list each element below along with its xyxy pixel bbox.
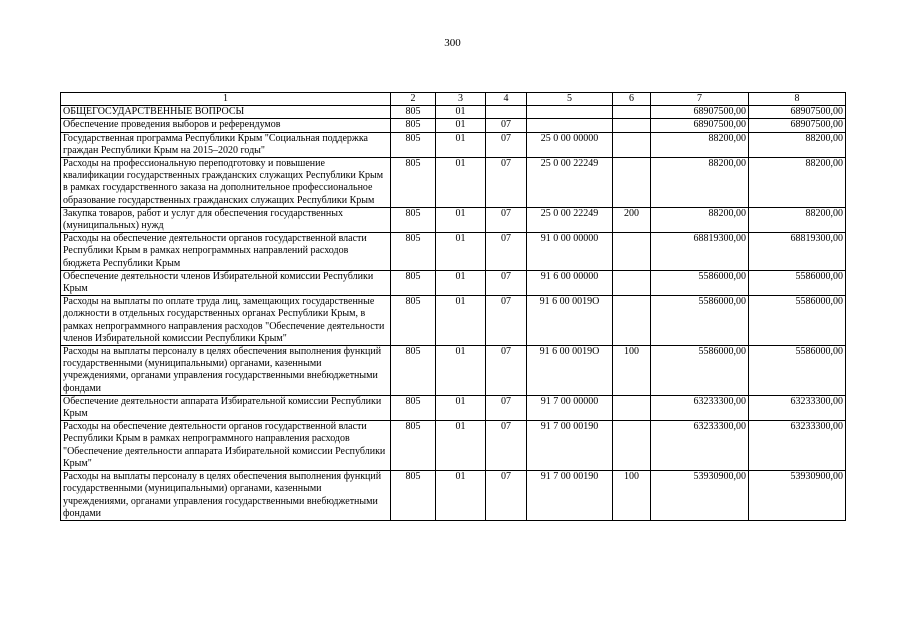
row-amount-cell: 63233300,00	[749, 421, 846, 471]
row-amount-cell: 63233300,00	[651, 421, 749, 471]
row-code-rz-cell: 805	[391, 270, 436, 295]
row-amount-cell: 88200,00	[749, 207, 846, 232]
row-amount-cell: 88200,00	[651, 207, 749, 232]
row-code-pr-cell: 01	[436, 207, 486, 232]
row-name-cell: Расходы на обеспечение деятельности органов государственной власти Республики Крым в рамках непрограммных направлений расходов бюджета Республики Крым	[61, 233, 391, 271]
row-amount-cell: 88200,00	[651, 158, 749, 208]
row-amount-cell: 5586000,00	[749, 270, 846, 295]
row-expense-type-cell: 200	[613, 207, 651, 232]
row-target-article-cell	[527, 106, 613, 119]
table-row	[61, 296, 846, 346]
row-amount-cell: 68819300,00	[749, 233, 846, 271]
row-amount-cell: 88200,00	[651, 132, 749, 157]
row-code-rz-cell: 805	[391, 346, 436, 396]
row-name-cell: Обеспечение деятельности членов Избирательной комиссии Республики Крым	[61, 270, 391, 295]
row-name-cell: Обеспечение деятельности аппарата Избирательной комиссии Республики Крым	[61, 395, 391, 420]
row-amount-cell: 5586000,00	[651, 346, 749, 396]
row-code-sub-cell: 07	[486, 421, 527, 471]
table-row	[61, 106, 846, 119]
row-code-sub-cell: 07	[486, 207, 527, 232]
row-target-article-cell: 25 0 00 22249	[527, 158, 613, 208]
row-target-article-cell	[527, 119, 613, 132]
row-code-pr-cell: 01	[436, 395, 486, 420]
row-name-cell: Расходы на выплаты персоналу в целях обеспечения выполнения функций государственными (муниципальными) органами, казенными учреждениями, органами управления государственными внебюджетными фондами	[61, 471, 391, 521]
column-header: 6	[613, 93, 651, 106]
row-expense-type-cell	[613, 119, 651, 132]
row-amount-cell: 53930900,00	[651, 471, 749, 521]
column-header: 4	[486, 93, 527, 106]
row-name-cell: ОБЩЕГОСУДАРСТВЕННЫЕ ВОПРОСЫ	[61, 106, 391, 119]
column-header: 8	[749, 93, 846, 106]
table-row	[61, 270, 846, 295]
column-header: 7	[651, 93, 749, 106]
row-code-rz-cell: 805	[391, 119, 436, 132]
row-code-pr-cell: 01	[436, 233, 486, 271]
row-amount-cell: 68819300,00	[651, 233, 749, 271]
row-amount-cell: 53930900,00	[749, 471, 846, 521]
row-amount-cell: 68907500,00	[749, 119, 846, 132]
row-code-sub-cell: 07	[486, 395, 527, 420]
row-amount-cell: 63233300,00	[651, 395, 749, 420]
row-expense-type-cell	[613, 106, 651, 119]
row-code-sub-cell: 07	[486, 471, 527, 521]
row-amount-cell: 88200,00	[749, 158, 846, 208]
row-expense-type-cell	[613, 158, 651, 208]
row-code-pr-cell: 01	[436, 270, 486, 295]
table-row	[61, 119, 846, 132]
row-code-sub-cell: 07	[486, 270, 527, 295]
row-name-cell: Расходы на обеспечение деятельности органов государственной власти Республики Крым в рамках непрограммного направления расходов "Обеспечение деятельности аппарата Избирательной комиссии Республики Крым"	[61, 421, 391, 471]
row-expense-type-cell	[613, 132, 651, 157]
row-target-article-cell: 91 6 00 00000	[527, 270, 613, 295]
row-target-article-cell: 91 6 00 0019О	[527, 346, 613, 396]
row-name-cell: Расходы на профессиональную переподготовку и повышение квалификации государственных гражданских служащих Республики Крым в рамках государственного заказа на дополнительное профессиональное образование государственных гражданских служащих Республики Крым	[61, 158, 391, 208]
row-code-rz-cell: 805	[391, 132, 436, 157]
row-expense-type-cell	[613, 233, 651, 271]
row-amount-cell: 68907500,00	[651, 119, 749, 132]
row-name-cell: Закупка товаров, работ и услуг для обеспечения государственных (муниципальных) нужд	[61, 207, 391, 232]
row-code-pr-cell: 01	[436, 296, 486, 346]
row-code-rz-cell: 805	[391, 158, 436, 208]
row-code-pr-cell: 01	[436, 106, 486, 119]
row-code-sub-cell	[486, 106, 527, 119]
table-row	[61, 158, 846, 208]
table-row	[61, 132, 846, 157]
row-name-cell: Государственная программа Республики Крым "Социальная поддержка граждан Республики Крым на 2015–2020 годы"	[61, 132, 391, 157]
table-row	[61, 346, 846, 396]
row-code-pr-cell: 01	[436, 421, 486, 471]
page-number: 300	[444, 37, 461, 49]
row-name-cell: Расходы на выплаты персоналу в целях обеспечения выполнения функций государственными (муниципальными) органами, казенными учреждениями, органами управления государственными внебюджетными фондами	[61, 346, 391, 396]
row-amount-cell: 5586000,00	[651, 270, 749, 295]
row-code-rz-cell: 805	[391, 207, 436, 232]
row-code-pr-cell: 01	[436, 346, 486, 396]
row-code-rz-cell: 805	[391, 296, 436, 346]
row-name-cell: Обеспечение проведения выборов и референдумов	[61, 119, 391, 132]
row-expense-type-cell	[613, 421, 651, 471]
row-name-cell: Расходы на выплаты по оплате труда лиц, замещающих государственные должности в отдельных государственных органах Республики Крым, в рамках непрограммного направления расходов "Обеспечение деятельности членов Избирательной комиссии Республики Крым"	[61, 296, 391, 346]
table-row	[61, 421, 846, 471]
row-target-article-cell: 25 0 00 22249	[527, 207, 613, 232]
row-target-article-cell: 91 7 00 00190	[527, 471, 613, 521]
row-amount-cell: 68907500,00	[749, 106, 846, 119]
row-expense-type-cell	[613, 395, 651, 420]
row-expense-type-cell	[613, 270, 651, 295]
row-code-sub-cell: 07	[486, 233, 527, 271]
row-code-pr-cell: 01	[436, 132, 486, 157]
row-amount-cell: 68907500,00	[651, 106, 749, 119]
row-expense-type-cell: 100	[613, 471, 651, 521]
row-code-sub-cell: 07	[486, 158, 527, 208]
row-code-rz-cell: 805	[391, 106, 436, 119]
row-target-article-cell: 25 0 00 00000	[527, 132, 613, 157]
column-header: 5	[527, 93, 613, 106]
row-code-sub-cell: 07	[486, 132, 527, 157]
row-expense-type-cell	[613, 296, 651, 346]
row-amount-cell: 63233300,00	[749, 395, 846, 420]
row-code-sub-cell: 07	[486, 296, 527, 346]
row-expense-type-cell: 100	[613, 346, 651, 396]
table-row	[61, 207, 846, 232]
row-amount-cell: 5586000,00	[749, 346, 846, 396]
row-amount-cell: 88200,00	[749, 132, 846, 157]
row-code-pr-cell: 01	[436, 119, 486, 132]
budget-table	[60, 92, 846, 521]
column-header: 1	[61, 93, 391, 106]
row-code-rz-cell: 805	[391, 421, 436, 471]
row-code-rz-cell: 805	[391, 395, 436, 420]
row-amount-cell: 5586000,00	[749, 296, 846, 346]
row-target-article-cell: 91 6 00 0019О	[527, 296, 613, 346]
row-code-sub-cell: 07	[486, 119, 527, 132]
header-row	[61, 93, 846, 106]
row-code-sub-cell: 07	[486, 346, 527, 396]
column-header: 3	[436, 93, 486, 106]
row-amount-cell: 5586000,00	[651, 296, 749, 346]
row-target-article-cell: 91 0 00 00000	[527, 233, 613, 271]
column-header: 2	[391, 93, 436, 106]
row-target-article-cell: 91 7 00 00190	[527, 421, 613, 471]
row-code-pr-cell: 01	[436, 471, 486, 521]
table-row	[61, 471, 846, 521]
table-row	[61, 233, 846, 271]
row-code-rz-cell: 805	[391, 471, 436, 521]
row-code-rz-cell: 805	[391, 233, 436, 271]
row-code-pr-cell: 01	[436, 158, 486, 208]
table-row	[61, 395, 846, 420]
row-target-article-cell: 91 7 00 00000	[527, 395, 613, 420]
